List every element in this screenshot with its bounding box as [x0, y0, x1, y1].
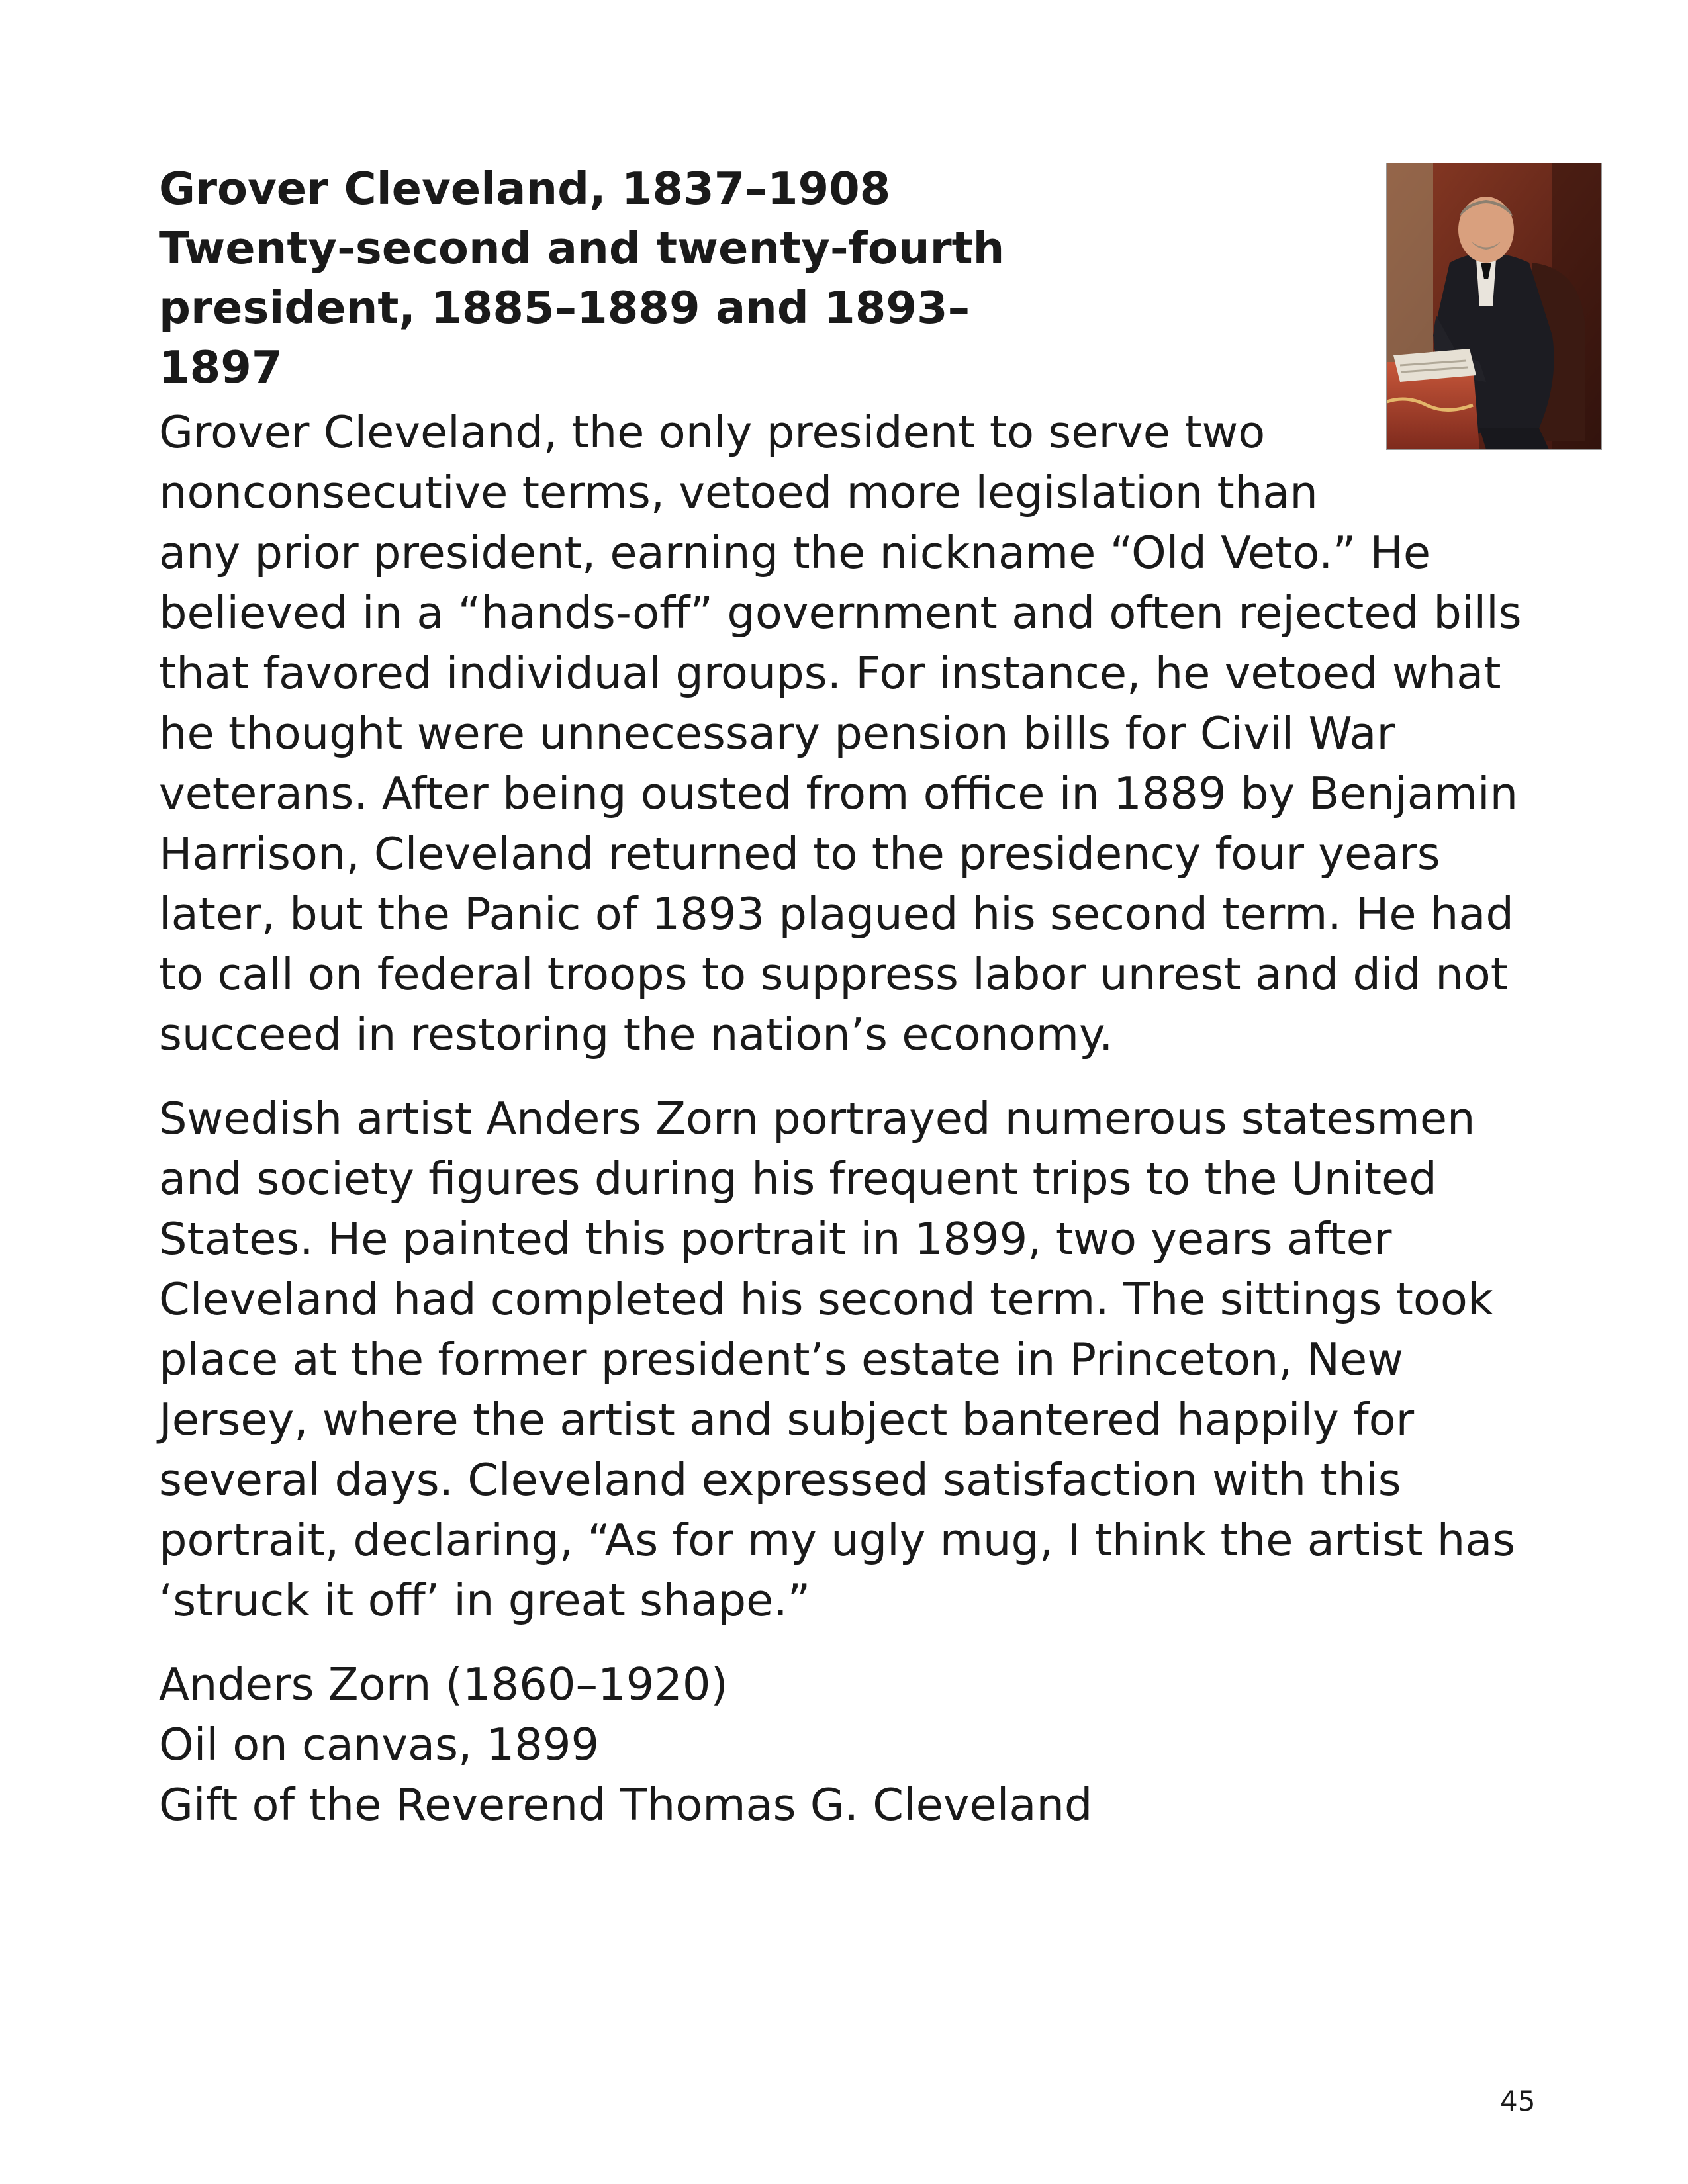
artwork-credit: [159, 1655, 1542, 1835]
heading-name-dates: Grover Cleveland, 1837–1908: [159, 163, 891, 214]
heading-title-line-2: president, 1885–1889 and 1893–: [159, 282, 970, 334]
credit-artist: Anders Zorn (1860–1920): [159, 1659, 728, 1710]
document-heading: [159, 159, 1542, 397]
painted-portrait-image: [1386, 163, 1602, 450]
credit-gift: Gift of the Reverend Thomas G. Cleveland: [159, 1779, 1093, 1831]
heading-title-line-3: 1897: [159, 341, 283, 393]
biography-paragraph: Grover Cleveland, the only president to serve two nonconsecutive terms, vetoed more legislation than any prior president, earning the nickname “Old Veto.” He believed in a “hands-off” government and often rejected bills that favored individual groups. For instance, he vetoed what he thought were unnecessary pension bills for Civil War veterans. After being ousted from office in 1889 by Benjamin Harrison, Cleveland returned to the presidency four years later, but the Panic of 1893 plagued his second term. He had to call on federal troops to suppress labor unrest and did not succeed in restoring the nation’s economy.: [159, 406, 1522, 1060]
heading-title-line-1: Twenty-second and twenty-fourth: [159, 222, 1005, 274]
portrait-description-paragraph: Swedish artist Anders Zorn portrayed numerous statesmen and society figures during his frequent trips to the United States. He painted this portrait in 1899, two years after Cleveland had completed his second term. The sittings took place at the former president’s estate in Princeton, New Jersey, where the artist and subject bantered happily for several days. Cleveland expressed satisfaction with this portrait, declaring, “As for my ugly mug, I think the artist has ‘struck it off’ in great shape.”: [159, 1093, 1516, 1626]
credit-medium: Oil on canvas, 1899: [159, 1719, 600, 1770]
portrait-painting-graphic: [1387, 163, 1601, 449]
document-page: [159, 159, 1542, 1835]
page-number: 45: [1500, 2085, 1536, 2117]
